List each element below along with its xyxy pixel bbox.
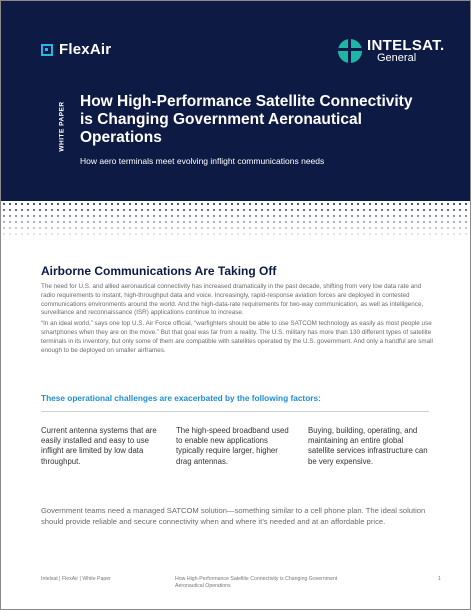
document-subtitle: How aero terminals meet evolving inflight communications needs — [80, 156, 325, 166]
page-number: 1 — [438, 576, 441, 582]
factor-item: Current antenna systems that are easily installed and easy to use inflight are limited by low data throughput. — [41, 426, 157, 466]
flexair-logo — [41, 41, 111, 58]
factor-item: The high-speed broadband used to enable new applications typically require larger, higher drag antennas. — [176, 426, 289, 466]
flexair-logo-text: FlexAir — [59, 41, 112, 58]
intelsat-logo-sub: General — [377, 52, 417, 64]
intelsat-logo-name: INTELSAT. — [367, 37, 445, 54]
document-title: How High-Performance Satellite Connectivity is Changing Government Aeronautical Operations — [80, 93, 413, 146]
footer-center-text: How High-Performance Satellite Connectivity is Changing Government Aeronautical Operations — [175, 576, 338, 589]
section-heading: Airborne Communications Are Taking Off — [41, 264, 277, 278]
body-paragraph: “In an ideal world,” says one top U.S. Air Force official, “warfighters should be able to use SATCOM technology as easily as most people use smartphones when they are on the move.” But that goal was far from a reality. The U.S. military has more than 130 different types of satellite terminals in its inventory, but only some of them are compatible with satellites operated by the U.S. government. And only a handful are small enough to be deployed on smaller airframes. — [41, 320, 433, 354]
closing-paragraph: Government teams need a managed SATCOM solution—something similar to a cell phone plan. The ideal solution should provide reliable and secure connectivity when and where it’s needed and at an affordable price. — [41, 506, 426, 526]
white-paper-tag-text: WHITE PAPER — [58, 100, 66, 152]
challenges-callout: These operational challenges are exacerbated by the following factors: — [41, 393, 321, 403]
callout-divider — [41, 411, 429, 412]
section-body — [41, 283, 433, 357]
factor-item: Buying, building, operating, and maintaining an entire global satellite services infrastructure can be very expensive. — [308, 426, 428, 466]
dot-pattern-divider — [1, 201, 470, 241]
factors-columns — [41, 426, 441, 496]
white-paper-tag — [57, 93, 67, 159]
intelsat-globe-icon — [338, 39, 362, 63]
flexair-square-icon — [41, 44, 53, 56]
body-paragraph: The need for U.S. and allied aeronautical connectivity has increased dramatically in the past decade, shifting from very low data rate and radio requirements to instant, high-throughput data and voice. Increasingly, rapid-response aviation forces are deployed in contested communications environments around the world. And the high-data-rate requirements for two-way communication, as well as intelligence, surveillance and reconnaissance (ISR) applications continue to increase. — [41, 283, 424, 317]
hero-banner — [1, 1, 470, 201]
footer-left-text: Intelsat | FlexAir | White Paper — [41, 576, 111, 582]
intelsat-general-logo — [338, 38, 444, 64]
